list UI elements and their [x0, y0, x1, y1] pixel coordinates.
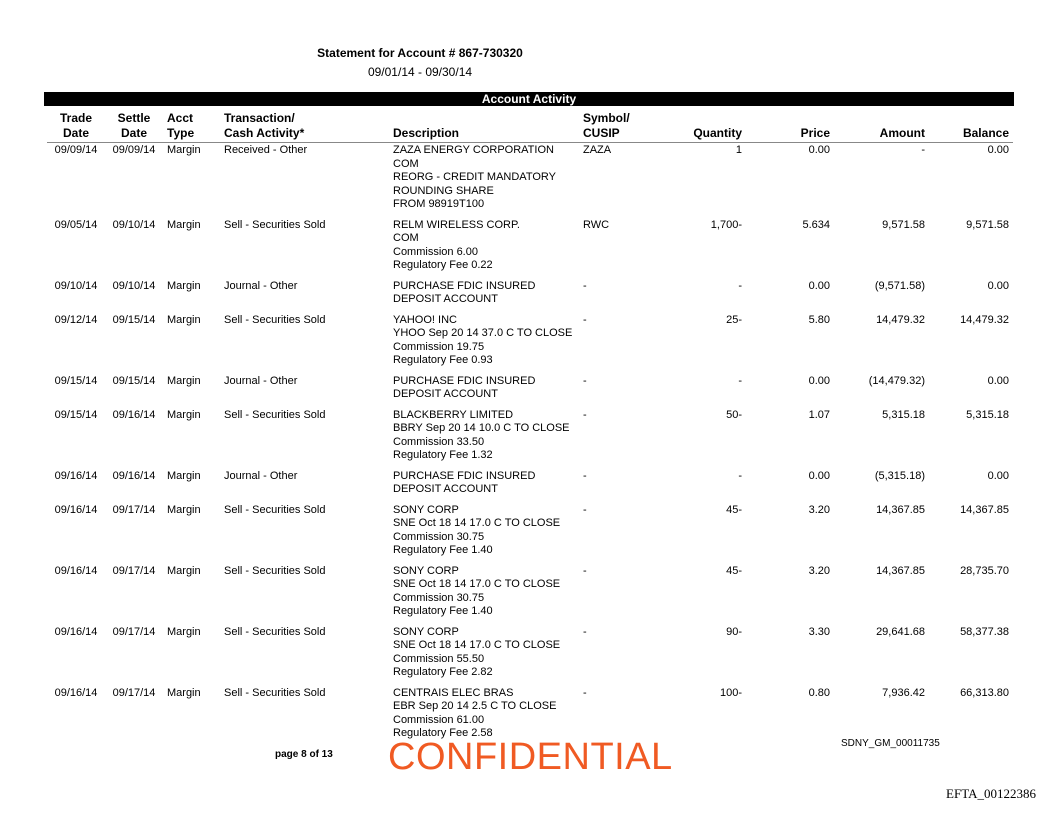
col-header-price: Price — [746, 109, 834, 143]
balance-cell: 0.00 — [987, 374, 1009, 387]
description-cell — [389, 374, 579, 408]
col-header-line: Settle — [117, 111, 151, 125]
statement-title: Statement for Account # 867-730320 — [317, 46, 523, 60]
trade-date-cell: 09/09/14 — [54, 144, 98, 156]
settle-date-cell: 09/15/14 — [112, 374, 156, 387]
symbol-cell: - — [583, 313, 587, 326]
description-line: ZAZA ENERGY CORPORATION — [393, 144, 554, 156]
quantity-cell: 50- — [726, 408, 742, 421]
quantity-cell: - — [738, 374, 742, 387]
description-cell — [389, 313, 579, 374]
amount-cell: - — [921, 144, 925, 156]
symbol-cell: - — [583, 564, 587, 577]
table-row — [47, 279, 1013, 313]
balance-cell: 5,315.18 — [966, 408, 1009, 421]
acct-type-cell: Margin — [167, 144, 201, 156]
transaction-cell: Journal - Other — [224, 469, 298, 482]
balance-cell: 58,377.38 — [960, 625, 1009, 638]
description-line: COM — [393, 157, 419, 170]
description-cell — [389, 408, 579, 469]
description-line: Commission 6.00 — [393, 245, 478, 258]
transaction-cell: Sell - Securities Sold — [224, 564, 326, 577]
description-line: DEPOSIT ACCOUNT — [393, 388, 498, 400]
amount-cell: 29,641.68 — [876, 625, 925, 638]
amount-cell: 14,479.32 — [876, 313, 925, 326]
quantity-cell: 45- — [726, 564, 742, 577]
confidential-stamp: CONFIDENTIAL — [388, 736, 673, 778]
description-line: REORG - CREDIT MANDATORY — [393, 171, 556, 183]
description-line: Regulatory Fee 1.32 — [393, 449, 493, 461]
description-line: FROM 98919T100 — [393, 198, 485, 210]
price-cell: 0.00 — [808, 144, 830, 156]
col-header-line: Date — [120, 126, 147, 140]
col-header-description: Description — [389, 109, 579, 143]
acct-type-cell: Margin — [167, 503, 201, 516]
description-line: YHOO Sep 20 14 37.0 C TO CLOSE — [393, 327, 573, 339]
balance-cell: 28,735.70 — [960, 564, 1009, 577]
price-cell: 1.07 — [808, 408, 830, 421]
description-line: Commission 33.50 — [393, 435, 485, 448]
description-line: Regulatory Fee 0.93 — [393, 354, 493, 366]
description-cell — [389, 564, 579, 625]
trade-date-cell: 09/16/14 — [54, 564, 98, 577]
settle-date-cell: 09/15/14 — [112, 313, 156, 326]
settle-date-cell: 09/17/14 — [112, 564, 156, 577]
description-cell — [389, 503, 579, 564]
col-header-line: Trade — [59, 111, 92, 125]
description-cell — [389, 469, 579, 503]
description-line: PURCHASE FDIC INSURED — [393, 279, 536, 292]
amount-cell: (5,315.18) — [874, 469, 925, 482]
document-id: SDNY_GM_00011735 — [841, 738, 940, 749]
transaction-cell: Received - Other — [224, 144, 308, 156]
trade-date-cell: 09/16/14 — [54, 686, 98, 699]
settle-date-cell: 09/09/14 — [112, 144, 156, 156]
transaction-cell: Sell - Securities Sold — [224, 313, 326, 326]
quantity-cell: 45- — [726, 503, 742, 516]
trade-date-cell: 09/15/14 — [54, 408, 98, 421]
table-row — [47, 564, 1013, 625]
description-cell — [389, 218, 579, 279]
symbol-cell: - — [583, 503, 587, 516]
transaction-cell: Journal - Other — [224, 279, 298, 292]
trade-date-cell: 09/16/14 — [54, 469, 98, 482]
description-line: BBRY Sep 20 14 10.0 C TO CLOSE — [393, 422, 570, 434]
col-header-line: CUSIP — [583, 126, 620, 140]
acct-type-cell: Margin — [167, 469, 201, 482]
quantity-cell: 1,700- — [710, 218, 742, 231]
quantity-cell: 1 — [735, 144, 742, 156]
table-row — [47, 374, 1013, 408]
description-line: Commission 55.50 — [393, 652, 485, 665]
quantity-cell: 90- — [726, 625, 742, 638]
description-line: DEPOSIT ACCOUNT — [393, 483, 498, 495]
description-line: Regulatory Fee 1.40 — [393, 605, 493, 617]
table-row — [47, 469, 1013, 503]
settle-date-cell: 09/16/14 — [112, 408, 156, 421]
trade-date-cell: 09/12/14 — [54, 313, 98, 326]
trade-date-cell: 09/05/14 — [54, 218, 98, 231]
acct-type-cell: Margin — [167, 408, 201, 421]
quantity-cell: 25- — [726, 313, 742, 326]
description-line: Commission 30.75 — [393, 591, 485, 604]
settle-date-cell: 09/17/14 — [112, 625, 156, 638]
balance-cell: 14,367.85 — [960, 503, 1009, 516]
symbol-cell: - — [583, 374, 587, 387]
price-cell: 5.80 — [808, 313, 830, 326]
amount-cell: 14,367.85 — [876, 564, 925, 577]
price-cell: 3.20 — [808, 503, 830, 516]
section-header-bar: Account Activity — [44, 92, 1014, 106]
transaction-cell: Sell - Securities Sold — [224, 218, 326, 231]
settle-date-cell: 09/17/14 — [112, 686, 156, 699]
transaction-cell: Sell - Securities Sold — [224, 408, 326, 421]
acct-type-cell: Margin — [167, 374, 201, 387]
quantity-cell: - — [738, 469, 742, 482]
price-cell: 3.20 — [808, 564, 830, 577]
quantity-cell: 100- — [719, 686, 742, 699]
balance-cell: 0.00 — [987, 144, 1009, 156]
description-line: RELM WIRELESS CORP. — [393, 218, 520, 231]
description-line: PURCHASE FDIC INSURED — [393, 469, 536, 482]
table-row — [47, 625, 1013, 686]
balance-cell: 14,479.32 — [960, 313, 1009, 326]
col-header-amount: Amount — [834, 109, 929, 143]
description-line: COM — [393, 232, 419, 244]
description-line: Regulatory Fee 0.22 — [393, 259, 493, 271]
amount-cell: 14,367.85 — [876, 503, 925, 516]
transaction-cell: Journal - Other — [224, 374, 298, 387]
trade-date-cell: 09/16/14 — [54, 503, 98, 516]
col-header-line: Date — [62, 126, 89, 140]
description-cell — [389, 143, 579, 218]
settle-date-cell: 09/16/14 — [112, 469, 156, 482]
col-header-balance: Balance — [929, 109, 1013, 143]
price-cell: 0.00 — [808, 279, 830, 292]
trade-date-cell: 09/10/14 — [54, 279, 98, 292]
col-header-line: Acct — [167, 111, 194, 125]
description-line: SNE Oct 18 14 17.0 C TO CLOSE — [393, 639, 561, 651]
description-line: EBR Sep 20 14 2.5 C TO CLOSE — [393, 700, 557, 712]
price-cell: 0.80 — [808, 686, 830, 699]
page-number: page 8 of 13 — [275, 749, 333, 760]
table-row — [47, 313, 1013, 374]
symbol-cell: - — [583, 469, 587, 482]
price-cell: 0.00 — [808, 469, 830, 482]
trade-date-cell: 09/15/14 — [54, 374, 98, 387]
col-header-transaction — [220, 109, 389, 143]
amount-cell: (9,571.58) — [874, 279, 925, 292]
balance-cell: 66,313.80 — [960, 686, 1009, 699]
symbol-cell: - — [583, 408, 587, 421]
balance-cell: 9,571.58 — [966, 218, 1009, 231]
description-line: Commission 30.75 — [393, 530, 485, 543]
description-line: Commission 19.75 — [393, 340, 485, 353]
amount-cell: 7,936.42 — [882, 686, 925, 699]
settle-date-cell: 09/10/14 — [112, 279, 156, 292]
amount-cell: (14,479.32) — [868, 374, 925, 387]
acct-type-cell: Margin — [167, 686, 201, 699]
amount-cell: 9,571.58 — [882, 218, 925, 231]
description-line: BLACKBERRY LIMITED — [393, 408, 514, 421]
table-row — [47, 143, 1013, 218]
settle-date-cell: 09/10/14 — [112, 218, 156, 231]
acct-type-cell: Margin — [167, 564, 201, 577]
acct-type-cell: Margin — [167, 279, 201, 292]
symbol-cell: - — [583, 686, 587, 699]
quantity-cell: - — [738, 279, 742, 292]
amount-cell: 5,315.18 — [882, 408, 925, 421]
account-activity-table — [47, 109, 1013, 747]
col-header-line: Transaction/ — [224, 111, 295, 125]
symbol-cell: - — [583, 279, 587, 292]
description-line: DEPOSIT ACCOUNT — [393, 293, 498, 305]
symbol-cell: - — [583, 625, 587, 638]
table-row — [47, 503, 1013, 564]
price-cell: 5.634 — [802, 218, 830, 231]
description-line: Regulatory Fee 2.82 — [393, 666, 493, 678]
acct-type-cell: Margin — [167, 625, 201, 638]
description-line: Regulatory Fee 2.58 — [393, 727, 493, 739]
description-line: SNE Oct 18 14 17.0 C TO CLOSE — [393, 578, 561, 590]
col-header-settle-date — [105, 109, 163, 143]
balance-cell: 0.00 — [987, 279, 1009, 292]
description-cell — [389, 625, 579, 686]
price-cell: 3.30 — [808, 625, 830, 638]
description-line: SONY CORP — [393, 564, 459, 577]
trade-date-cell: 09/16/14 — [54, 625, 98, 638]
description-line: PURCHASE FDIC INSURED — [393, 374, 536, 387]
description-line: Regulatory Fee 1.40 — [393, 544, 493, 556]
col-header-symbol — [579, 109, 649, 143]
description-line: YAHOO! INC — [393, 313, 457, 326]
acct-type-cell: Margin — [167, 218, 201, 231]
col-header-line: Cash Activity* — [224, 126, 305, 140]
transaction-cell: Sell - Securities Sold — [224, 503, 326, 516]
col-header-line: Type — [167, 126, 195, 140]
efta-id: EFTA_00122386 — [946, 786, 1036, 801]
table-body — [47, 143, 1013, 747]
col-header-trade-date — [47, 109, 105, 143]
description-cell — [389, 279, 579, 313]
description-line: CENTRAIS ELEC BRAS — [393, 686, 514, 699]
table-header-row — [47, 109, 1013, 143]
acct-type-cell: Margin — [167, 313, 201, 326]
symbol-cell: ZAZA — [583, 144, 612, 156]
statement-period: 09/01/14 - 09/30/14 — [367, 65, 473, 79]
col-header-quantity: Quantity — [649, 109, 746, 143]
description-line: SNE Oct 18 14 17.0 C TO CLOSE — [393, 517, 561, 529]
col-header-acct-type — [163, 109, 220, 143]
transaction-cell: Sell - Securities Sold — [224, 625, 326, 638]
description-line: SONY CORP — [393, 625, 459, 638]
table-row — [47, 408, 1013, 469]
symbol-cell: RWC — [583, 218, 610, 231]
description-line: ROUNDING SHARE — [393, 184, 494, 197]
transaction-cell: Sell - Securities Sold — [224, 686, 326, 699]
settle-date-cell: 09/17/14 — [112, 503, 156, 516]
table-row — [47, 218, 1013, 279]
description-line: Commission 61.00 — [393, 713, 485, 726]
description-line: SONY CORP — [393, 503, 459, 516]
col-header-line: Symbol/ — [583, 111, 630, 125]
price-cell: 0.00 — [808, 374, 830, 387]
balance-cell: 0.00 — [987, 469, 1009, 482]
